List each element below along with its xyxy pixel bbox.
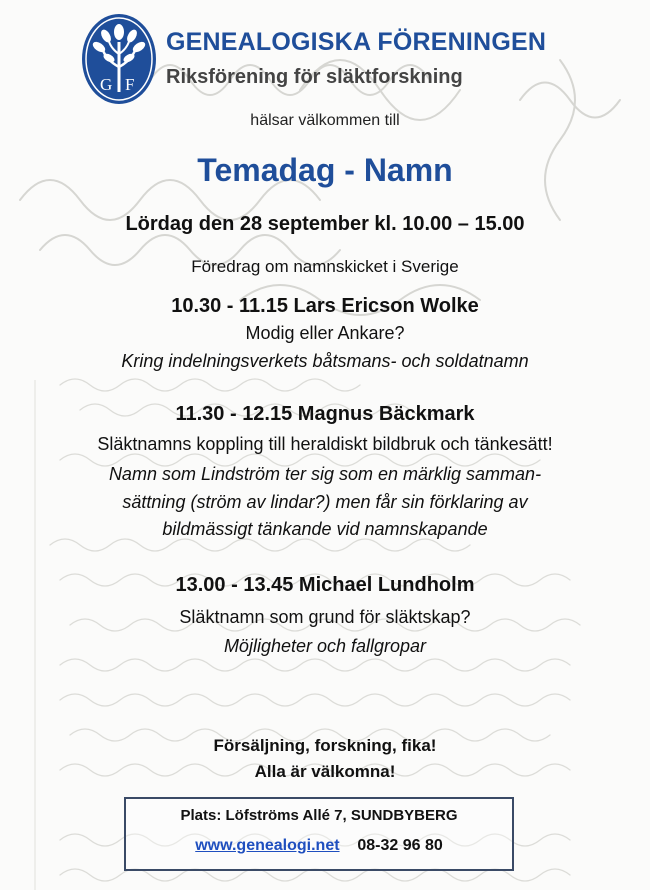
venue-contact bbox=[126, 837, 512, 855]
organization-name: GENEALOGISKA FÖRENINGEN bbox=[166, 28, 547, 56]
talk-description: Namn som Lindström ter sig som en märklig samman- bbox=[108, 464, 542, 484]
talk-time-speaker: 10.30 - 11.15 Lars Ericson Wolke bbox=[171, 295, 479, 317]
phone-number: 08-32 96 80 bbox=[357, 837, 443, 854]
talk-time-speaker: 13.00 - 13.45 Michael Lundholm bbox=[175, 574, 475, 596]
talk-title: Modig eller Ankare? bbox=[245, 323, 405, 343]
venue-address: Plats: Löfströms Allé 7, SUNDBYBERG bbox=[180, 807, 458, 824]
closing-line: Försäljning, forskning, fika! bbox=[213, 736, 437, 755]
genealogy-tree-logo bbox=[80, 12, 158, 106]
contact-spacer bbox=[344, 837, 353, 854]
talk-title: Släktnamn som grund för släktskap? bbox=[179, 607, 471, 627]
greeting-text: hälsar välkommen till bbox=[250, 112, 400, 129]
event-title: Temadag - Namn bbox=[197, 152, 453, 188]
talk-title: Släktnamns koppling till heraldiskt bildbruk och tänkesätt! bbox=[97, 434, 553, 454]
svg-text:G: G bbox=[100, 75, 113, 94]
talk-description: sättning (ström av lindar?) men får sin förklaring av bbox=[122, 492, 528, 512]
svg-text:F: F bbox=[125, 75, 135, 94]
website-link[interactable]: www.genealogi.net bbox=[195, 837, 340, 854]
talk-description: Möjligheter och fallgropar bbox=[223, 636, 427, 656]
venue-box bbox=[124, 797, 514, 871]
closing-line: Alla är välkomna! bbox=[254, 762, 396, 781]
organization-subtitle: Riksförening för släktforskning bbox=[166, 66, 463, 88]
event-intro: Föredrag om namnskicket i Sverige bbox=[191, 257, 459, 276]
talk-description: Kring indelningsverkets båtsmans- och soldatnamn bbox=[121, 351, 529, 371]
talk-time-speaker: 11.30 - 12.15 Magnus Bäckmark bbox=[175, 403, 475, 425]
event-date: Lördag den 28 september kl. 10.00 – 15.00 bbox=[125, 213, 525, 235]
talk-description: bildmässigt tänkande vid namnskapande bbox=[162, 519, 488, 539]
